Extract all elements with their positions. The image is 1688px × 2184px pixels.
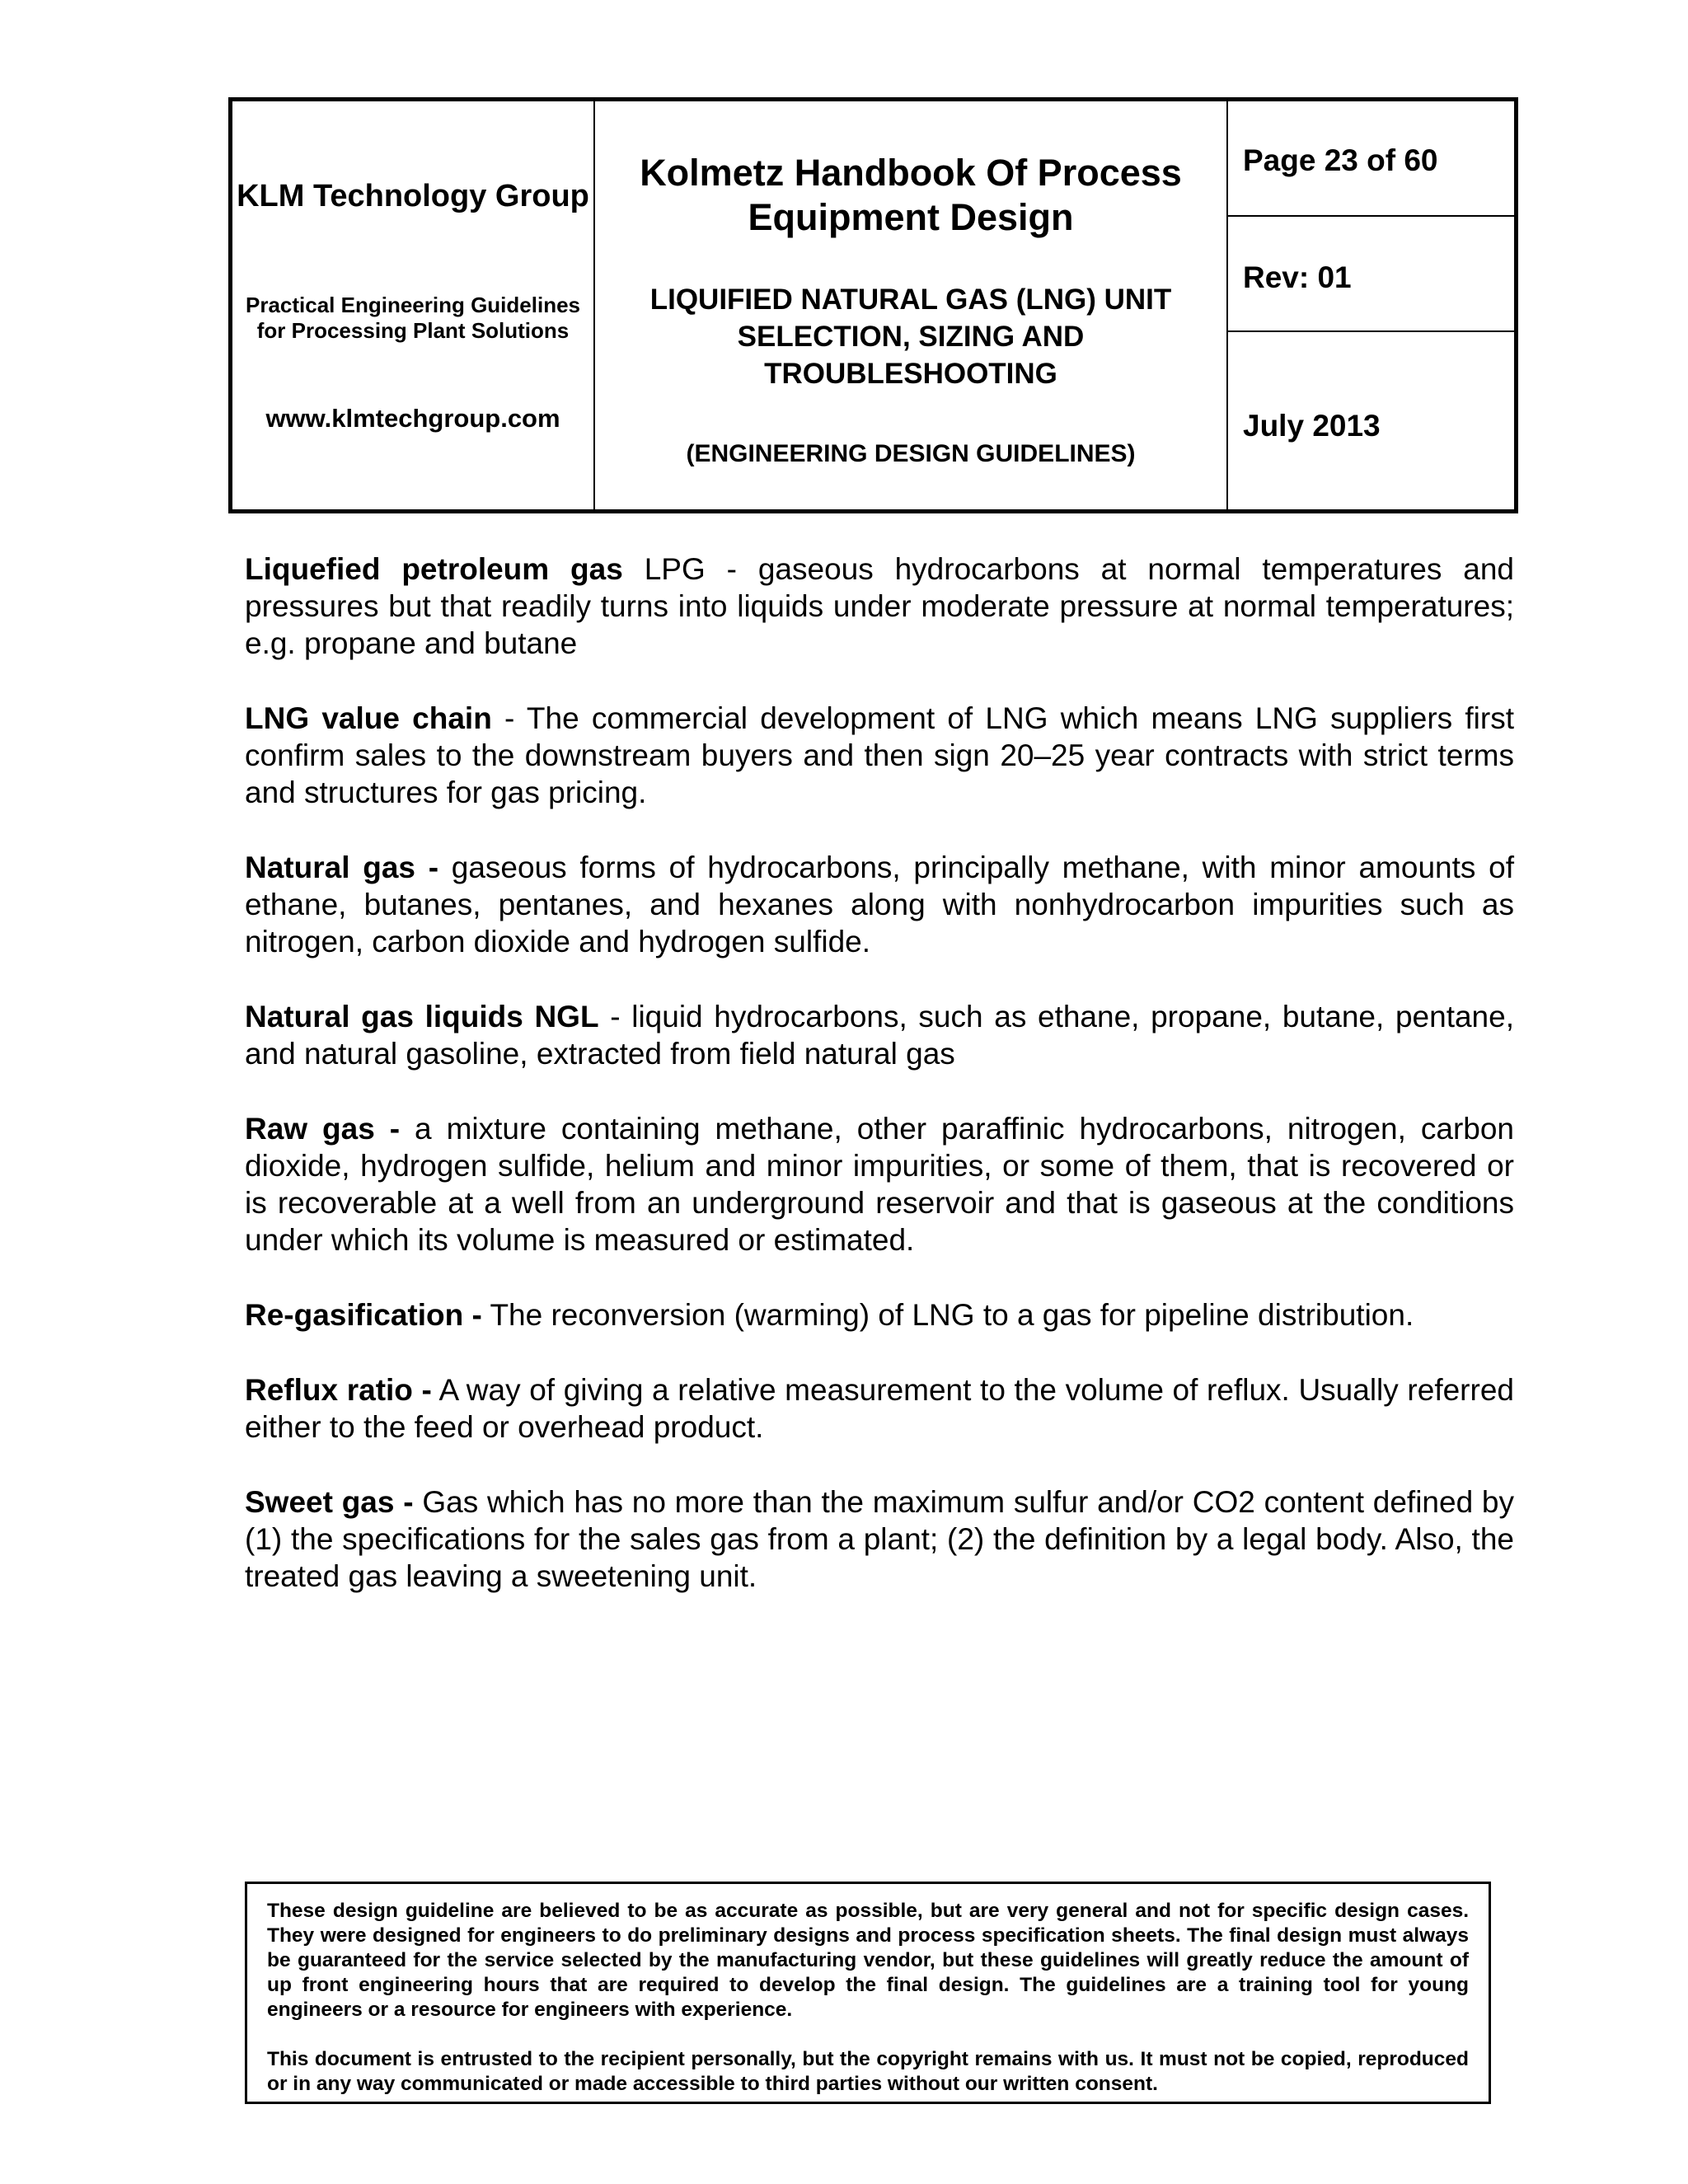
definition-item bbox=[245, 551, 1514, 662]
definition-item bbox=[245, 998, 1514, 1072]
definition-text: - liquid hydrocarbons, such as ethane, propane, butane, pentane, and natural gasoline, extracted from field natural gas bbox=[245, 1000, 1514, 1071]
definition-text: Gas which has no more than the maximum sulfur and/or CO2 content defined by (1) the specifications for the sales gas from a plant; (2) the definition by a legal body. Also, the treated gas leaving a sweetening unit. bbox=[245, 1485, 1514, 1593]
definition-term: LNG value chain bbox=[245, 701, 492, 735]
company-tagline: Practical Engineering Guidelines for Processing Plant Solutions bbox=[245, 293, 580, 343]
definition-term: Raw gas - bbox=[245, 1112, 401, 1146]
definition-item bbox=[245, 1296, 1514, 1333]
company-cell bbox=[232, 101, 595, 509]
definition-item bbox=[245, 1483, 1514, 1595]
handbook-title: Kolmetz Handbook Of Process Equipment Design bbox=[640, 152, 1182, 238]
definition-item bbox=[245, 849, 1514, 960]
meta-cell bbox=[1228, 101, 1514, 509]
definition-term: Reflux ratio - bbox=[245, 1373, 432, 1407]
definition-term: Liquefied petroleum gas bbox=[245, 552, 623, 586]
definition-text: LPG - gaseous hydrocarbons at normal temperatures and pressures but that readily turns into liquids under moderate pressure at normal temperatures; e.g. propane and butane bbox=[245, 552, 1514, 660]
definition-item bbox=[245, 1110, 1514, 1258]
disclaimer-text: These design guideline are believed to be as accurate as possible, but are very general and not for specific design cases. They were designed for engineers to do preliminary designs and process specification sheets. The final design must always be guaranteed for the service selected by the manufacturing vendor, but these guidelines will greatly reduce the amount of up front engineering hours that are required to develop the final design. The guidelines are a training tool for young engineers or a resource for engineers with experience. bbox=[267, 1900, 1469, 2021]
definition-item bbox=[245, 1371, 1514, 1446]
definition-term: Sweet gas - bbox=[245, 1485, 414, 1519]
definition-text: The reconversion (warming) of LNG to a gas for pipeline distribution. bbox=[481, 1298, 1414, 1332]
definition-text: - The commercial development of LNG which means LNG suppliers first confirm sales to the downstream buyers and then sign 20–25 year contracts with strict terms and structures for gas pricing. bbox=[245, 701, 1514, 809]
copyright-text: This document is entrusted to the recipient personally, but the copyright remains with us. It must not be copied, reproduced or in any way communicated or made accessible to third parties without our written consent. bbox=[267, 2048, 1469, 2095]
definition-term: Natural gas liquids NGL bbox=[245, 1000, 599, 1033]
company-name: KLM Technology Group bbox=[237, 179, 589, 213]
issue-date: July 2013 bbox=[1243, 409, 1381, 443]
revision: Rev: 01 bbox=[1228, 217, 1514, 332]
definition-text: gaseous forms of hydrocarbons, principally methane, with minor amounts of ethane, butanes, pentanes, and hexanes along with nonhydrocarbon impurities such as nitrogen, carbon dioxide and hydrogen sulfide. bbox=[245, 851, 1514, 958]
disclaimer-box bbox=[245, 1882, 1491, 2104]
definition-text: A way of giving a relative measurement to the volume of reflux. Usually referred either to the feed or overhead product. bbox=[245, 1373, 1514, 1444]
document-header bbox=[228, 97, 1518, 513]
title-cell bbox=[595, 101, 1228, 509]
guideline-type: (ENGINEERING DESIGN GUIDELINES) bbox=[686, 440, 1136, 467]
company-website: www.klmtechgroup.com bbox=[265, 404, 560, 433]
definition-term: Re-gasification - bbox=[245, 1298, 482, 1332]
definitions-list bbox=[245, 551, 1514, 1633]
page-number: Page 23 of 60 bbox=[1228, 101, 1514, 217]
definition-term: Natural gas - bbox=[245, 851, 439, 884]
definition-text: a mixture containing methane, other paraffinic hydrocarbons, nitrogen, carbon dioxide, hydrogen sulfide, helium and minor impurities, or some of them, that is recovered or is recoverable at a well from an underground reservoir and that is gaseous at the conditions under which its volume is measured or estimated. bbox=[245, 1112, 1515, 1257]
definition-item bbox=[245, 700, 1514, 811]
document-subject: LIQUIFIED NATURAL GAS (LNG) UNIT SELECTION, SIZING AND TROUBLESHOOTING bbox=[649, 284, 1172, 390]
